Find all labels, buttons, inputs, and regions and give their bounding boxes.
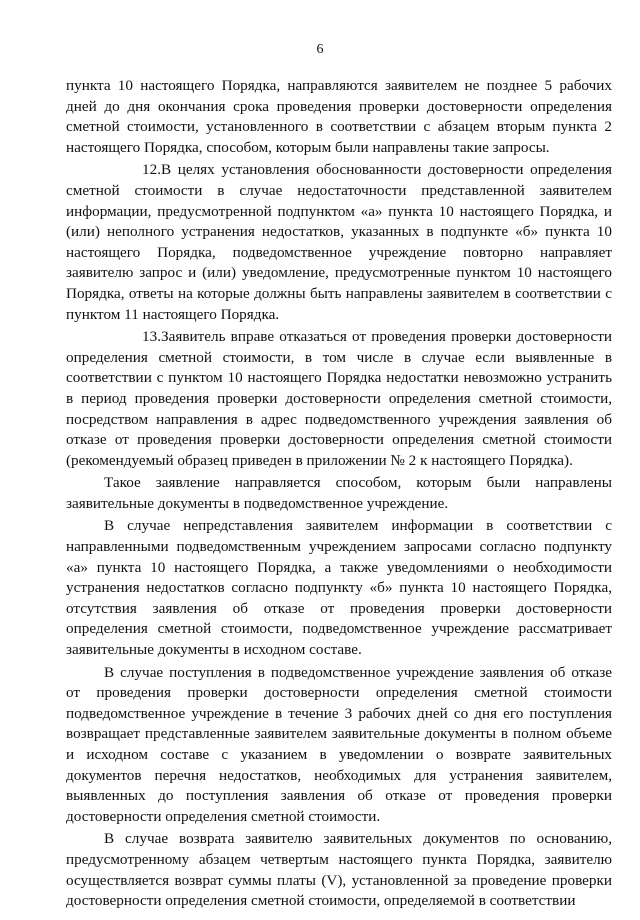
document-body — [66, 76, 612, 914]
paragraph-item-13 — [66, 327, 612, 471]
paragraph-text: Такое заявление направляется способом, которым были направлены заявительные документы в подведомственное учреждение. — [66, 474, 612, 512]
paragraph-text: В случае возврата заявителю заявительных документов по основанию, предусмотренному абзацем четвертым настоящего пункта Порядка, заявителю осуществляется возврат суммы платы (V), установленной за проведение проверки достоверности определения сметной стоимости, определяемой в соответствии — [66, 830, 612, 910]
paragraph-number: 13. — [142, 328, 161, 346]
paragraph-text: В случае непредставления заявителем информации в соответствии с направленными подведомственным учреждением запросами согласно подпункту «а» пункта 10 настоящего Порядка, а также уведомлениями о необходимости устранения недостатков согласно подпункту «б» пункта 10 настоящего Порядка, отсутствия заявления об отказе от проведения проверки достоверности определения сметной стоимости, подведомственное учреждение рассматривает заявительные документы в исходном составе. — [66, 517, 612, 659]
paragraph-text: В целях установления обоснованности достоверности определения сметной стоимости в случае недостаточности представленной заявителем информации, предусмотренной подпунктом «а» пункта 10 настоящего Порядка, и (или) неполного устранения недостатков, указанных в подпункте «б» пункта 10 настоящего Порядка, подведомственное учреждение повторно направляет заявителю запрос и (или) уведомление, предусмотренные пунктом 10 настоящего Порядка, ответы на которые должны быть направлены заявителем в соответствии с пунктом 11 настоящего Порядка. — [66, 161, 612, 323]
paragraph-non-submission — [66, 516, 612, 660]
paragraph-text: Заявитель вправе отказаться от проведения проверки достоверности определения сметной стоимости, в том числе в случае если выявленные в соответствии с пунктом 10 настоящего Порядка недостатки невозможно устранить в период проведения проверки достоверности определения сметной стоимости, посредством направления в адрес подведомственного учреждения заявления об отказе от проведения проверки достоверности определения сметной стоимости (рекомендуемый образец приведен в приложении № 2 к настоящего Порядка). — [66, 328, 612, 469]
paragraph-text: пункта 10 настоящего Порядка, направляются заявителем не позднее 5 рабочих дней до дня окончания срока проведения проверки достоверности определения сметной стоимости, установленного в соответствии с абзацем вторым пункта 2 настоящего Порядка, способом, которым были направлены такие запросы. — [66, 77, 612, 156]
page-number: 6 — [316, 42, 324, 57]
paragraph-application-method — [66, 473, 612, 514]
paragraph-refusal-receipt — [66, 663, 612, 828]
paragraph-text: В случае поступления в подведомственное учреждение заявления об отказе от проведения проверки достоверности определения сметной стоимости подведомственное учреждение в течение 3 рабочих дней со дня его поступления возвращает представленные заявителем заявительные документы в полном объеме и исходном составе с указанием в уведомлении о возврате заявительных документов перечня недостатков, необходимых для устранения заявителем, выявленных до поступления заявления об отказе от проведения проверки достоверности определения сметной стоимости. — [66, 663, 612, 825]
paragraph-continuation — [66, 76, 612, 158]
paragraph-item-12 — [66, 160, 612, 325]
paragraph-fee-return — [66, 829, 612, 911]
paragraph-number: 12. — [142, 161, 161, 179]
